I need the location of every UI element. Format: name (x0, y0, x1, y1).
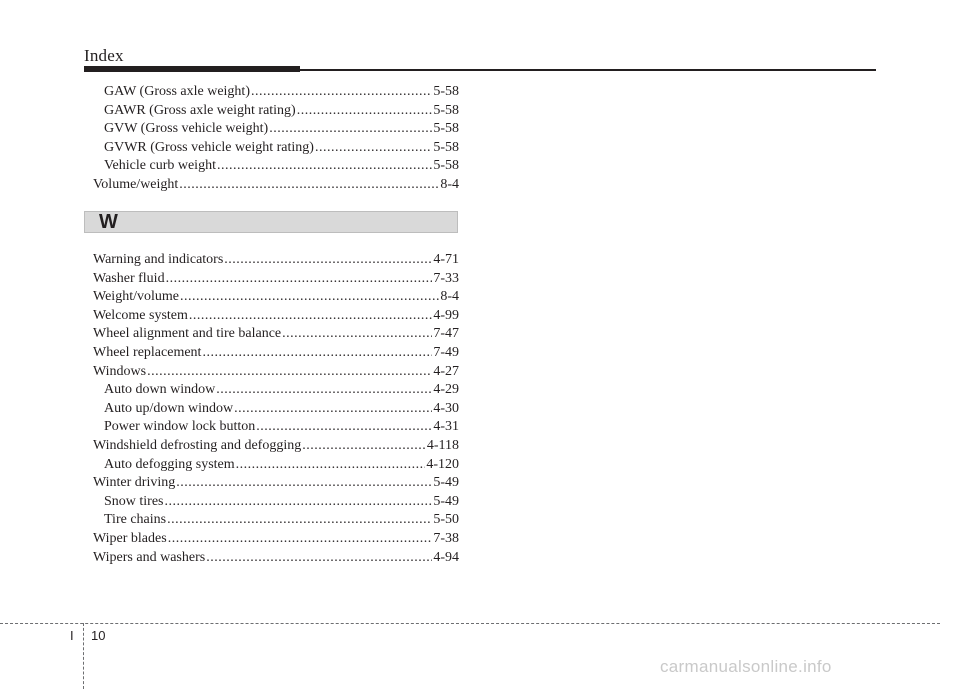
entry-label: Welcome system (93, 307, 188, 323)
dot-leader (179, 176, 439, 195)
entry-page: 4-27 (433, 363, 459, 379)
entry-label: Windows (93, 363, 147, 379)
entry-page: 5-58 (433, 158, 459, 174)
footer-dashed-rule (0, 623, 940, 624)
index-entry[interactable] (93, 325, 459, 344)
index-entry[interactable] (93, 270, 459, 289)
dot-leader (216, 381, 432, 400)
entry-label: Weight/volume (93, 289, 179, 305)
dot-leader (256, 418, 432, 437)
dot-leader (189, 307, 432, 326)
dot-leader (224, 251, 432, 270)
entry-label: Auto up/down window (104, 400, 234, 416)
index-entry[interactable] (93, 139, 459, 158)
index-entry[interactable] (93, 344, 459, 363)
dot-leader (168, 530, 433, 549)
index-entry[interactable] (93, 493, 459, 512)
dot-leader (165, 493, 433, 512)
index-entry[interactable] (93, 381, 459, 400)
entry-page: 8-4 (440, 289, 459, 305)
dot-leader (206, 549, 432, 568)
index-entry[interactable] (93, 83, 459, 102)
entry-label: Washer fluid (93, 270, 165, 286)
dot-leader (269, 120, 432, 139)
entry-page: 5-49 (433, 475, 459, 491)
entry-label: Warning and indicators (93, 252, 224, 267)
index-entry[interactable] (93, 102, 459, 121)
entry-label: Auto down window (104, 382, 216, 398)
entry-label: Volume/weight (93, 176, 179, 192)
index-entry[interactable] (93, 157, 459, 176)
entry-label: Wiper blades (93, 530, 167, 546)
entry-page: 4-29 (433, 382, 459, 398)
entry-label: Vehicle curb weight (104, 158, 216, 174)
index-entry[interactable] (93, 251, 459, 270)
entry-label: GVWR (Gross vehicle weight rating) (104, 139, 314, 155)
dot-leader (217, 157, 432, 176)
dot-leader (234, 400, 432, 419)
page-number: 10 (91, 628, 106, 643)
watermark: carmanualsonline.info (660, 657, 832, 676)
index-entry[interactable] (93, 511, 459, 530)
entry-page: 4-94 (433, 549, 459, 565)
dot-leader (166, 270, 433, 289)
entry-label: Wheel alignment and tire balance (93, 326, 282, 342)
entry-page: 5-58 (433, 121, 459, 137)
footer-vertical-rule (83, 623, 84, 689)
dot-leader (302, 437, 426, 456)
entry-page: 7-33 (433, 270, 459, 286)
index-entry[interactable] (93, 363, 459, 382)
entry-label: GVW (Gross vehicle weight) (104, 121, 269, 137)
index-entry[interactable] (93, 176, 459, 195)
dot-leader (202, 344, 432, 363)
entry-page: 4-31 (433, 419, 459, 435)
dot-leader (167, 511, 432, 530)
index-list-continued (93, 83, 459, 195)
index-entry[interactable] (93, 400, 459, 419)
dot-leader (297, 102, 433, 121)
index-entry[interactable] (93, 288, 459, 307)
index-entry[interactable] (93, 549, 459, 568)
entry-page: 5-58 (433, 84, 459, 99)
entry-page: 7-47 (433, 326, 459, 342)
index-entry[interactable] (93, 120, 459, 139)
index-entry[interactable] (93, 307, 459, 326)
entry-page: 7-38 (433, 530, 459, 546)
entry-page: 7-49 (433, 344, 459, 360)
dot-leader (282, 325, 432, 344)
entry-page: 5-50 (433, 512, 459, 528)
index-entry[interactable] (93, 418, 459, 437)
dot-leader (176, 474, 432, 493)
dot-leader (180, 288, 439, 307)
entry-page: 4-71 (433, 252, 459, 267)
entry-page: 5-58 (433, 139, 459, 155)
dot-leader (147, 363, 432, 382)
index-entry[interactable] (93, 437, 459, 456)
footer-section-letter: I (70, 628, 74, 643)
entry-label: Wipers and washers (93, 549, 206, 565)
section-letter: W (99, 211, 118, 233)
header-rule-thin (300, 69, 876, 71)
index-entry[interactable] (93, 456, 459, 475)
entry-label: GAW (Gross axle weight) (104, 84, 250, 99)
index-entry[interactable] (93, 530, 459, 549)
dot-leader (315, 139, 432, 158)
section-header-w (84, 211, 458, 233)
entry-page: 4-118 (426, 437, 459, 453)
entry-label: Auto defogging system (104, 456, 235, 472)
entry-label: Tire chains (104, 512, 167, 528)
page-title: Index (84, 46, 124, 65)
entry-label: Wheel replacement (93, 344, 202, 360)
entry-page: 4-30 (433, 400, 459, 416)
entry-page: 5-49 (433, 493, 459, 509)
index-entry[interactable] (93, 474, 459, 493)
index-list-w (93, 251, 459, 567)
dot-leader (251, 83, 432, 102)
entry-label: Winter driving (93, 475, 176, 491)
entry-page: 8-4 (440, 176, 459, 192)
entry-label: Power window lock button (104, 419, 256, 435)
entry-label: GAWR (Gross axle weight rating) (104, 102, 296, 118)
entry-label: Windshield defrosting and defogging (93, 437, 302, 453)
entry-label: Snow tires (104, 493, 164, 509)
entry-page: 4-120 (426, 456, 459, 472)
entry-page: 5-58 (433, 102, 459, 118)
entry-page: 4-99 (433, 307, 459, 323)
dot-leader (236, 456, 426, 475)
header-rule-thick (84, 66, 300, 72)
